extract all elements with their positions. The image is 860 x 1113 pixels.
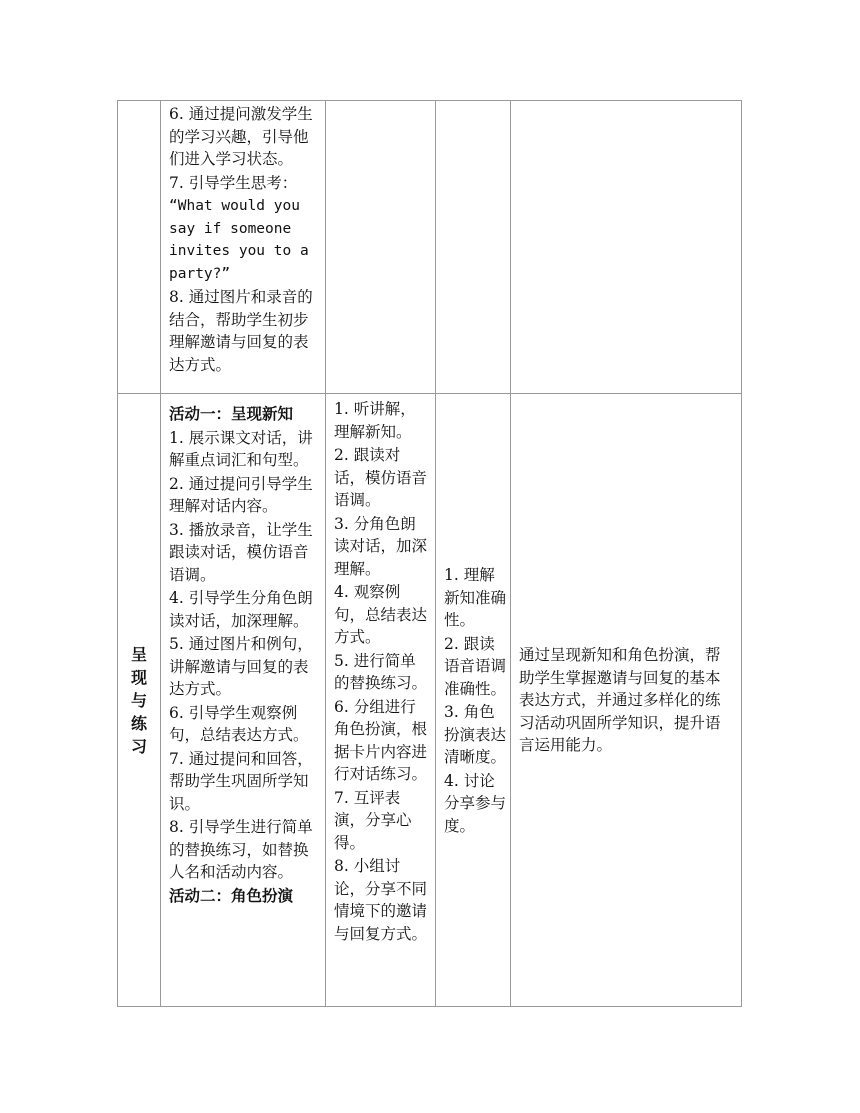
teacher-item: 8. 引导学生进行简单的替换练习，如替换人名和活动内容。 [169,818,313,881]
stage-cell [118,394,161,1007]
activity-heading: 活动一：呈现新知 [169,404,294,423]
evaluation-item: 1. 理解新知准确性。 [444,566,507,629]
student-activity-cell [326,394,436,1007]
teacher-line: 7. 引导学生思考： [169,173,298,192]
student-item: 8. 小组讨论，分享不同情境下的邀请与回复方式。 [334,857,428,943]
student-item: 3. 分角色朗读对话，加深理解。 [334,514,428,578]
student-item: 7. 互评表演，分享心得。 [334,788,412,852]
student-item: 1. 听讲解，理解新知。 [334,400,416,441]
teacher-activity-cell [161,394,326,1007]
teacher-item: 3. 播放录音，让学生跟读对话，模仿语音语调。 [169,520,313,584]
teacher-item: 5. 通过图片和例句，讲解邀请与回复的表达方式。 [169,635,313,698]
teacher-line: 6. 通过提问激发学生的学习兴趣，引导他们进入学习状态。 [169,105,313,168]
teacher-item: 2. 通过提问引导学生理解对话内容。 [169,474,313,515]
evaluation-item: 2. 跟读语音语调准确性。 [444,634,507,698]
table-row [118,394,742,1007]
evaluation-cell-empty [436,101,511,394]
stage-label: 呈现与练习 [131,644,148,756]
evaluation-cell [436,394,511,1007]
lesson-plan-table [117,100,742,1007]
evaluation-item: 3. 角色扮演表达清晰度。 [444,703,507,766]
evaluation-item: 4. 讨论分享参与度。 [444,771,507,835]
student-item: 6. 分组进行角色扮演，根据卡片内容进行对话练习。 [334,697,428,783]
design-intent-text: 通过呈现新知和角色扮演，帮助学生掌握邀请与回复的基本表达方式，并通过多样化的练习活动巩固所学知识，提升语言运用能力。 [519,646,721,755]
teacher-item: 1. 展示课文对话，讲解重点词汇和句型。 [169,428,313,469]
student-item: 5. 进行简单的替换练习。 [334,651,428,692]
teacher-item: 7. 通过提问和回答，帮助学生巩固所学知识。 [169,749,313,813]
teacher-activity-cell [161,101,326,394]
activity-heading: 活动二：角色扮演 [169,885,294,905]
student-item: 4. 观察例句，总结表达方式。 [334,583,428,646]
student-item: 2. 跟读对话，模仿语音语调。 [334,446,428,509]
student-activity-cell-empty [326,101,436,394]
intent-cell-empty [511,101,742,394]
teacher-line: 8. 通过图片和录音的结合，帮助学生初步理解邀请与回复的表达方式。 [169,288,313,374]
teacher-item: 4. 引导学生分角色朗读对话，加深理解。 [169,589,313,630]
design-intent-cell [511,394,742,1007]
stage-cell-empty [118,101,161,394]
teacher-line-english: “What would you say if someone invites you to a party?” [169,198,309,282]
teacher-item: 6. 引导学生观察例句，总结表达方式。 [169,703,309,744]
table-row [118,101,742,394]
